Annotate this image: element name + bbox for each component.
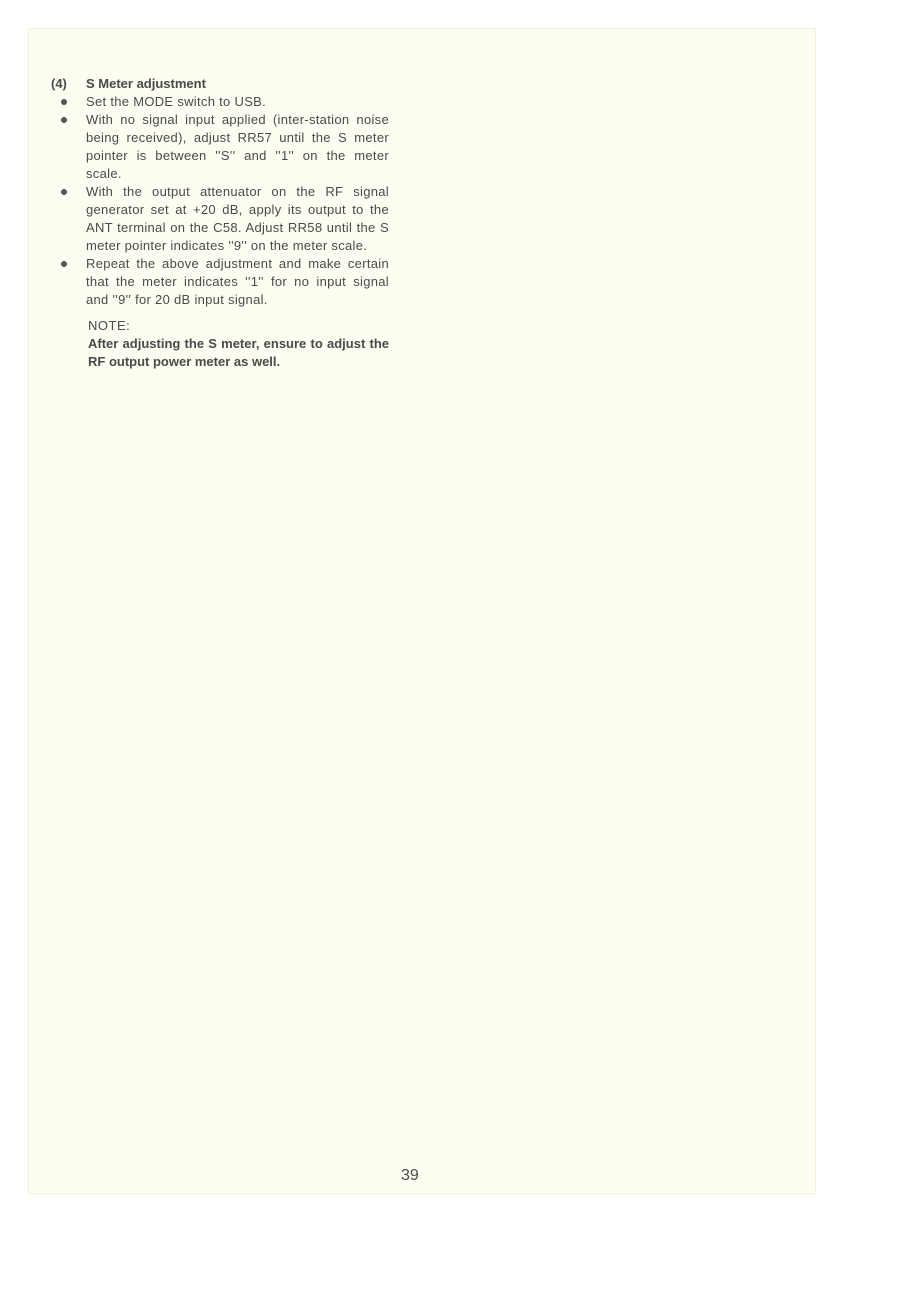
note-body: After adjusting the S meter, ensure to adjust the RF output power meter as well.	[88, 336, 389, 369]
main-content	[51, 75, 389, 371]
list-item	[51, 183, 389, 255]
bullet-icon	[51, 93, 86, 111]
bullet-icon	[51, 255, 86, 309]
document-page	[28, 28, 816, 1194]
section-number: (4)	[51, 76, 67, 91]
bullet-icon	[51, 111, 86, 183]
section-heading	[51, 75, 389, 93]
list-item-text: With the output attenuator on the RF signal generator set at +20 dB, apply its output to the ANT terminal on the C58. Adjust RR58 until the S meter pointer indicates ''9'' on the meter scale.	[86, 184, 389, 253]
list-item	[51, 93, 389, 111]
note-label: NOTE:	[88, 318, 131, 333]
procedure-list	[51, 93, 389, 309]
note-block	[88, 317, 389, 371]
list-item	[51, 111, 389, 183]
list-item-text: Repeat the above adjustment and make certain that the meter indicates ''1'' for no input signal and ''9'' for 20 dB input signal.	[86, 256, 389, 307]
list-item-text: With no signal input applied (inter-station noise being received), adjust RR57 until the S meter pointer is between ''S'' and ''1'' on the meter scale.	[86, 112, 389, 181]
list-item-text: Set the MODE switch to USB.	[86, 94, 267, 109]
list-item	[51, 255, 389, 309]
page-number: 39	[401, 1167, 419, 1184]
bullet-icon	[51, 183, 86, 255]
section-title: S Meter adjustment	[86, 76, 206, 91]
